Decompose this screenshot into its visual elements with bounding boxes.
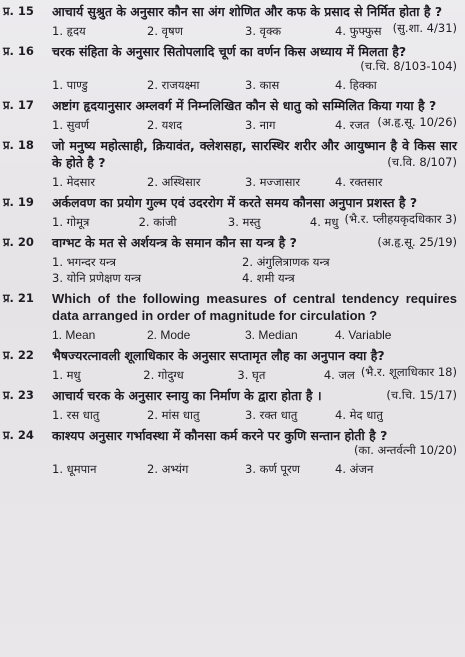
option-1: 1. मेदसार — [52, 175, 96, 189]
option-1: 1. मधु — [52, 368, 81, 382]
question-19 — [3, 194, 457, 230]
option-1: 1. पाण्डु — [52, 78, 88, 92]
option-4: 4. जल — [323, 368, 355, 382]
options-row — [52, 367, 355, 383]
option-2: 2. यशद — [147, 118, 183, 132]
options-row — [52, 77, 457, 93]
question-text: जो मनुष्य महोत्साही, क्रियावंत, क्लेशसहा, सारस्थिर शरीर और आयुष्मान है वे किस सार के होते है ? — [52, 138, 457, 170]
question-reference: (भै.र. शूलाधिकार 18) — [360, 365, 457, 379]
option-2: 2. Mode — [147, 328, 191, 342]
option-3: 3. कास — [245, 78, 280, 92]
option-2: 2. गोदुग्ध — [143, 368, 184, 382]
option-2: 2. कांजी — [138, 215, 177, 229]
option-4: 4. मेद धातु — [335, 408, 383, 422]
option-2: 2. अभ्यंग — [147, 462, 189, 476]
question-21 — [3, 290, 457, 343]
option-1: 1. हृदय — [52, 24, 86, 38]
question-reference: (भै.र. प्लीहयकृदधिकार 3) — [344, 212, 457, 226]
question-reference: (सु.शा. 4/31) — [392, 21, 457, 35]
question-reference: (का. अन्तर्वत्नी 10/20) — [353, 443, 457, 457]
option-3: 3. योनि प्रणेक्षण यन्त्र — [52, 271, 142, 285]
option-3: 3. मस्तु — [227, 215, 261, 229]
question-reference: (च.वि. 8/107) — [387, 155, 457, 169]
option-3: 3. कर्ण पूरण — [245, 462, 300, 476]
question-text: Which of the following measures of central tendency requires data arranged in order of magnitude for circulation ? — [52, 291, 457, 323]
question-reference: (अ.हृ.सू. 25/19) — [377, 235, 457, 249]
options-row — [52, 23, 387, 39]
question-number: प्र. 21 — [3, 291, 34, 305]
question-16 — [3, 43, 457, 93]
question-17 — [3, 97, 457, 133]
option-4: 4. हिक्का — [335, 78, 377, 92]
question-number: प्र. 18 — [3, 138, 34, 152]
option-3: 3. घृत — [237, 368, 266, 382]
option-1: 1. भगन्दर यन्त्र — [52, 255, 116, 269]
question-number: प्र. 20 — [3, 235, 34, 249]
question-number: प्र. 24 — [3, 428, 34, 442]
question-23 — [3, 387, 457, 423]
option-2: 2. वृषण — [147, 24, 183, 38]
question-text: काश्यप अनुसार गर्भावस्था में कौनसा कर्म करने पर कुणि सन्तान होती है ? — [52, 428, 388, 443]
question-number: प्र. 19 — [3, 195, 34, 209]
option-4: 4. रक्तसार — [335, 175, 383, 189]
question-text: अर्कलवण का प्रयोग गुल्म एवं उदररोग में करते समय कौनसा अनुपान प्रशस्त है ? — [52, 195, 418, 210]
question-20 — [3, 234, 457, 286]
option-2: 2. अस्थिसार — [147, 175, 201, 189]
option-1: 1. गोमूत्र — [52, 215, 90, 229]
question-reference: (अ.हृ.सू. 10/26) — [377, 115, 457, 129]
option-3: 3. मज्जासार — [245, 175, 301, 189]
question-18 — [3, 137, 457, 190]
option-3: 3. नाग — [245, 118, 276, 132]
options-row — [52, 461, 457, 477]
question-text: अष्टांग हृदयानुसार अम्लवर्ग में निम्नलिखित कौन से धातु को सम्मिलित किया गया है ? — [52, 98, 437, 113]
option-4: 4. Variable — [335, 328, 392, 342]
question-text: भैषज्यरत्नावली शूलाधिकार के अनुसार सप्तामृत लौह का अनुपान क्या है? — [52, 348, 385, 363]
option-3: 3. वृक्क — [245, 24, 282, 38]
question-15 — [3, 3, 457, 39]
options-row — [52, 214, 338, 230]
option-4: 4. अंजन — [335, 462, 374, 476]
option-2: 2. अंगुलित्राणक यन्त्र — [242, 255, 330, 269]
question-text: चरक संहिता के अनुसार सितोपलादि चूर्ण का वर्णन किस अध्याय में मिलता है? — [52, 44, 407, 59]
question-22 — [3, 347, 457, 383]
question-24 — [3, 427, 457, 477]
options-row — [52, 327, 457, 343]
options-row — [52, 407, 457, 423]
option-1: 1. रस धातु — [52, 408, 100, 422]
question-number: प्र. 22 — [3, 348, 34, 362]
option-1: 1. सुवर्ण — [52, 118, 90, 132]
option-3: 3. रक्त धातु — [245, 408, 298, 422]
question-text: आचार्य सुश्रुत के अनुसार कौन सा अंग शोणित और कफ के प्रसाद से निर्मित होता है ? — [52, 4, 443, 19]
question-number: प्र. 23 — [3, 388, 34, 402]
question-number: प्र. 15 — [3, 4, 34, 18]
option-4: 4. फुफ्फुस — [335, 24, 382, 38]
option-1: 1. धूमपान — [52, 462, 97, 476]
question-text: वाग्भट के मत से अर्शयन्त्र के समान कौन सा यन्त्र है ? — [52, 235, 297, 250]
option-4: 4. शमी यन्त्र — [242, 271, 295, 285]
option-2: 2. मांस धातु — [147, 408, 200, 422]
question-number: प्र. 17 — [3, 98, 34, 112]
question-text: आचार्य चरक के अनुसार स्नायु का निर्माण के द्वारा होता है । — [52, 388, 322, 403]
option-2: 2. राजयक्ष्मा — [147, 78, 200, 92]
option-3: 3. Median — [245, 328, 298, 342]
option-4: 4. रजत — [335, 118, 370, 132]
options-row — [52, 254, 457, 286]
options-row — [52, 117, 371, 133]
question-reference: (च.चि. 15/17) — [386, 388, 457, 402]
options-row — [52, 174, 457, 190]
question-number: प्र. 16 — [3, 44, 34, 58]
option-1: 1. Mean — [52, 328, 96, 342]
option-4: 4. मधु — [309, 215, 339, 229]
question-reference: (च.चि. 8/103-104) — [360, 59, 457, 73]
